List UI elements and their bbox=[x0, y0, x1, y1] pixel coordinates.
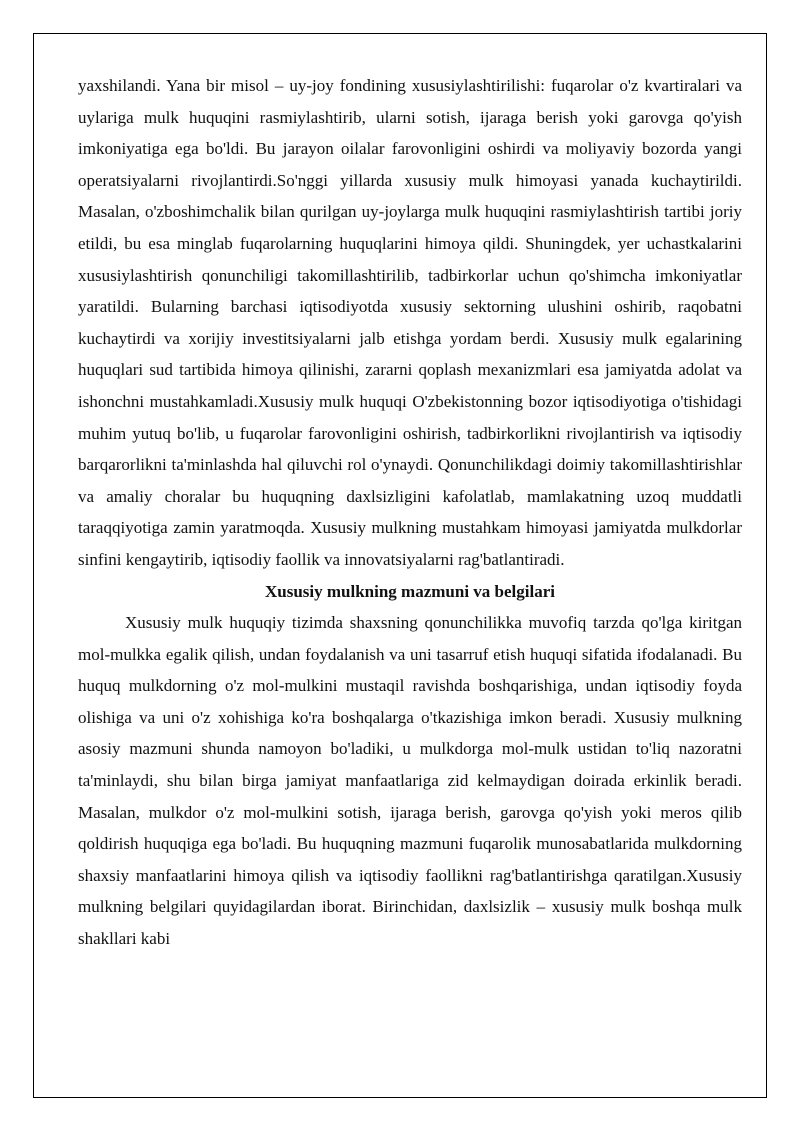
body-paragraph: yaxshilandi. Yana bir misol – uy-joy fondining xususiylashtirilishi: fuqarolar o'z kvartiralari va uylariga mulk huquqini rasmiylashtirib, ularni sotish, ijaraga berish yoki garovga qo'yish imkoniyatiga ega bo'ldi. Bu jarayon oilalar farovonligini oshirdi va moliyaviy bozorda yangi operatsiyalarni rivojlantirdi.So'nggi yillarda xususiy mulk himoyasi yanada kuchaytirildi. Masalan, o'zboshimchalik bilan qurilgan uy-joylarga mulk huquqini rasmiylashtirish tartibi joriy etildi, bu esa minglab fuqarolarning huquqlarini himoya qildi. Shuningdek, yer uchastkalarini xususiylashtirish qonunchiligi takomillashtirilib, tadbirkorlar uchun qo'shimcha imkoniyatlar yaratildi. Bularning barchasi iqtisodiyotda xususiy sektorning ulushini oshirib, raqobatni kuchaytirdi va xorijiy investitsiyalarni jalb etishga yordam berdi. Xususiy mulk egalarining huquqlari sud tartibida himoya qilinishi, zararni qoplash mexanizmlari esa jamiyatda adolat va ishonchni mustahkamladi.Xususiy mulk huquqi O'zbekistonning bozor iqtisodiyotiga o'tishidagi muhim yutuq bo'lib, u fuqarolar farovonligini oshirish, tadbirkorlikni rivojlantirish va iqtisodiy barqarorlikni ta'minlashda hal qiluvchi rol o'ynaydi. Qonunchilikdagi doimiy takomillashtirishlar va amaliy choralar bu huquqning daxlsizligini kafolatlab, mamlakatning uzoq muddatli taraqqiyotiga zamin yaratmoqda. Xususiy mulkning mustahkam himoyasi jamiyatda mulkdorlar sinfini kengaytirib, iqtisodiy faollik va innovatsiyalarni rag'batlantiradi. bbox=[78, 76, 742, 569]
body-paragraph: Xususiy mulk huquqiy tizimda shaxsning qonunchilikka muvofiq tarzda qo'lga kiritgan mol-mulkka egalik qilish, undan foydalanish va uni tasarruf etish huquqi sifatida ifodalanadi. Bu huquq mulkdorning o'z mol-mulkini mustaqil ravishda boshqarishiga, undan iqtisodiy foyda olishiga va uni o'z xohishiga ko'ra boshqalarga o'tkazishiga imkon beradi. Xususiy mulkning asosiy mazmuni shunda namoyon bo'ladiki, u mulkdorga mol-mulk ustidan to'liq nazoratni ta'minlaydi, shu bilan birga jamiyat manfaatlariga zid kelmaydigan doirada erkinlik beradi. Masalan, mulkdor o'z mol-mulkini sotish, ijaraga berish, garovga qo'yish yoki meros qilib qoldirish huquqiga ega bo'ladi. Bu huquqning mazmuni fuqarolik munosabatlarida mulkdorning shaxsiy manfaatlarini himoya qilish va iqtisodiy faollikni rag'batlantirishga qaratilgan.Xususiy mulkning belgilari quyidagilardan iborat. Birinchidan, daxlsizlik – xususiy mulk boshqa mulk shakllari kabi bbox=[78, 613, 742, 949]
document-body bbox=[78, 70, 742, 955]
section-heading: Xususiy mulkning mazmuni va belgilari bbox=[264, 581, 555, 601]
